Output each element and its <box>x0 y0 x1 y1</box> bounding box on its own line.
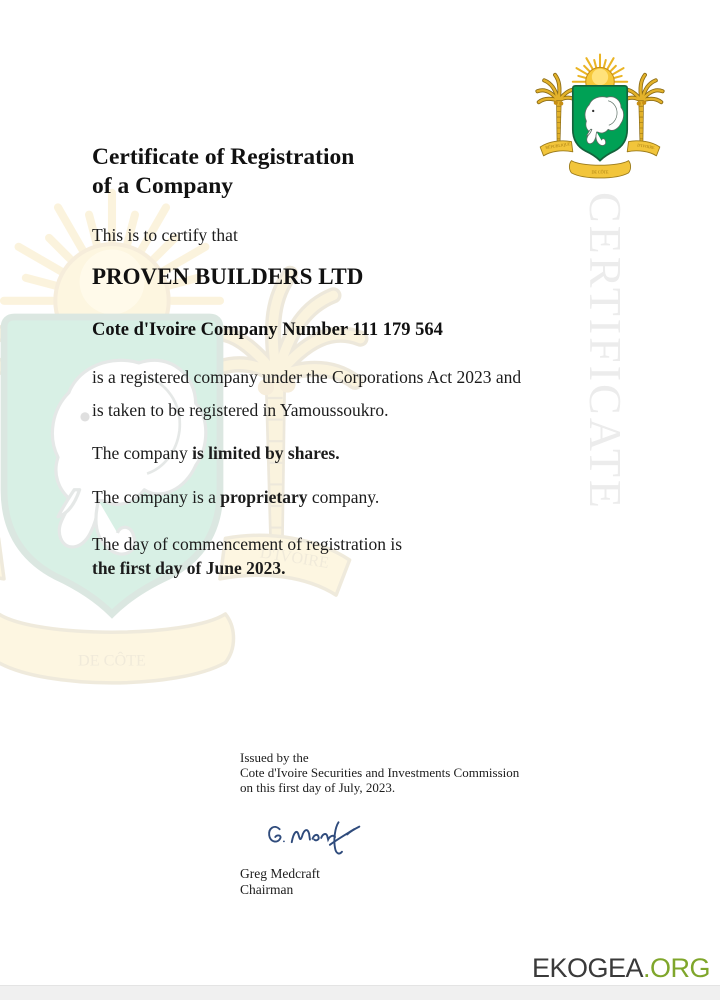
proprietary-clause <box>92 487 379 508</box>
limited-clause-bold: is limited by shares. <box>192 443 340 463</box>
document-title <box>92 143 354 201</box>
registration-paragraph <box>92 361 521 427</box>
proprietary-clause-bold: proprietary <box>220 487 308 507</box>
signatory-title: Chairman <box>240 881 294 897</box>
document-title-line1: Certificate of Registration <box>92 144 355 170</box>
limited-clause-prefix: The company <box>92 443 193 463</box>
certificate-watermark-text: CERTIFICATE <box>580 192 631 512</box>
signature-image <box>264 814 368 860</box>
proprietary-clause-suffix: company. <box>307 487 380 507</box>
registration-line2: is taken to be registered in Yamoussoukro. <box>92 400 389 420</box>
ekogea-brand-link[interactable] <box>532 953 710 984</box>
ribbon-text-left: RÉPUBLIQUE <box>544 141 571 151</box>
company-name: PROVEN BUILDERS LTD <box>92 264 364 289</box>
ribbon-text-right: D'IVOIRE <box>636 142 656 151</box>
limited-clause <box>92 443 340 464</box>
commencement-line1: The day of commencement of registration is <box>92 534 403 554</box>
coat-of-arms-emblem <box>532 40 668 186</box>
proprietary-clause-prefix: The company is a <box>92 487 221 507</box>
company-number-line: Cote d'Ivoire Company Number 111 179 564 <box>92 320 443 340</box>
sun-highlight <box>592 69 608 85</box>
issuer-block <box>240 750 519 795</box>
signatory-name: Greg Medcraft <box>240 866 320 881</box>
registration-line1: is a registered company under the Corporations Act 2023 and <box>92 367 522 387</box>
document-title-line2: of a Company <box>92 173 234 199</box>
issuer-line1: Issued by the <box>240 750 309 765</box>
brand-primary: EKOGEA <box>531 953 643 983</box>
issuer-line2: Cote d'Ivoire Securities and Investments Commission <box>240 765 520 780</box>
ribbon-text-center: DE CÔTE <box>591 169 609 175</box>
brand-suffix: .ORG <box>642 953 710 983</box>
footer-strip <box>0 985 720 1000</box>
certify-line: This is to certify that <box>92 225 238 245</box>
commencement-line2: the first day of June 2023. <box>92 557 286 578</box>
commencement-paragraph <box>92 533 402 580</box>
issuer-line3: on this first day of July, 2023. <box>240 780 396 795</box>
signatory-block <box>240 866 320 897</box>
